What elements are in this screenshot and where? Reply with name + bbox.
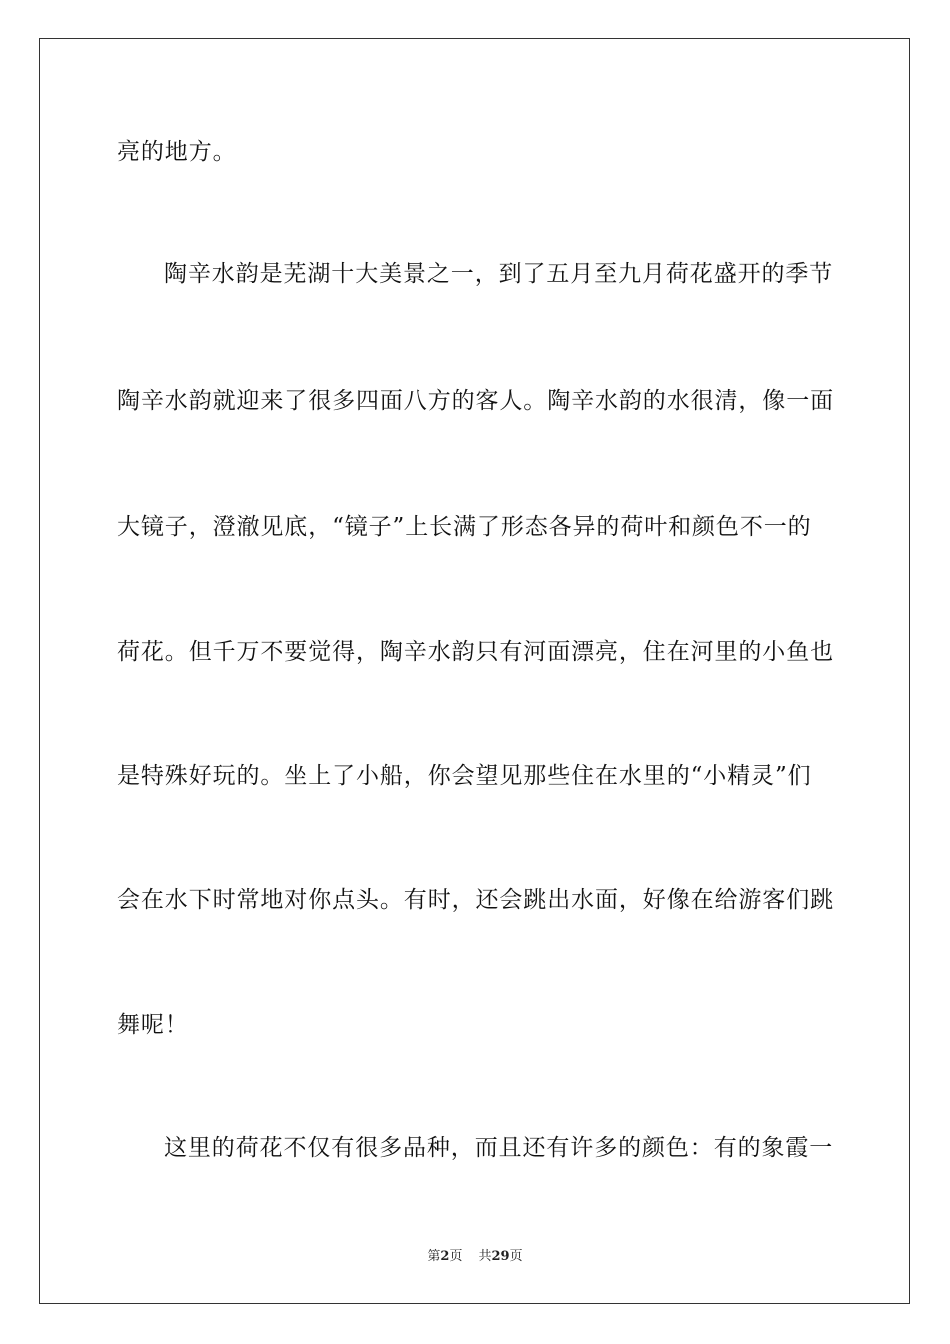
text-line: 大镜子，澄澈见底，“镜子”上长满了形态各异的荷叶和颜色不一的 bbox=[117, 514, 812, 540]
page-border bbox=[39, 38, 910, 1304]
paragraph-start-line: 陶辛水韵是芜湖十大美景之一，到了五月至九月荷花盛开的季节 bbox=[164, 261, 834, 287]
page-prefix: 第 bbox=[427, 1249, 441, 1264]
page-number: 2 bbox=[440, 1249, 450, 1264]
total-prefix: 共 bbox=[478, 1249, 492, 1264]
text-line: 陶辛水韵就迎来了很多四面八方的客人。陶辛水韵的水很清，像一面 bbox=[117, 388, 834, 414]
page-total: 29 bbox=[491, 1249, 510, 1264]
page-footer bbox=[0, 1248, 950, 1266]
text-line: 舞呢！ bbox=[117, 1012, 189, 1038]
paragraph-start-line: 这里的荷花不仅有很多品种，而且还有许多的颜色：有的象霞一 bbox=[164, 1135, 834, 1161]
page-suffix: 页 bbox=[449, 1249, 463, 1264]
text-line: 亮的地方。 bbox=[117, 139, 237, 165]
text-line: 是特殊好玩的。坐上了小船，你会望见那些住在水里的“小精灵”们 bbox=[117, 763, 812, 789]
text-line: 荷花。但千万不要觉得，陶辛水韵只有河面漂亮，住在河里的小鱼也 bbox=[117, 639, 834, 665]
text-line: 会在水下时常地对你点头。有时，还会跳出水面，好像在给游客们跳 bbox=[117, 887, 834, 913]
total-suffix: 页 bbox=[509, 1249, 523, 1264]
